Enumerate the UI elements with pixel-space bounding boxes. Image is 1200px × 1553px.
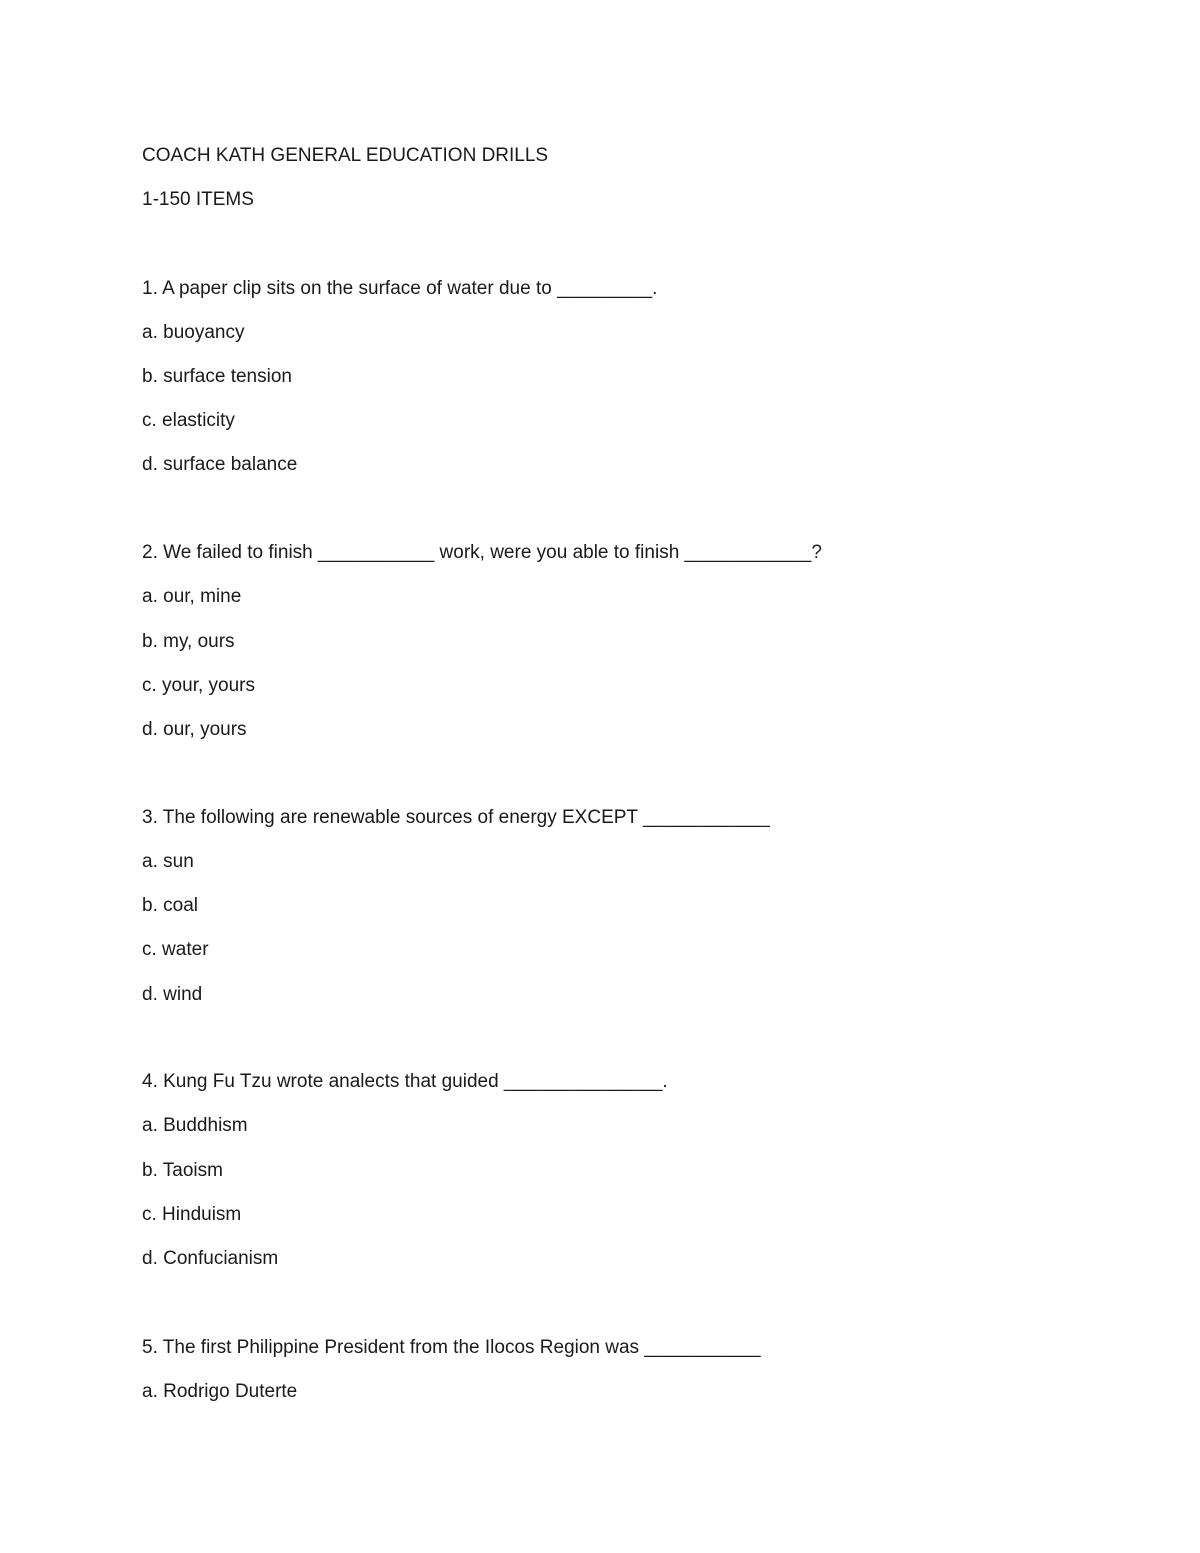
question-3-choice-a: a. sun bbox=[142, 851, 194, 872]
question-1-choice-c: c. elasticity bbox=[142, 410, 235, 431]
question-4-choice-b: b. Taoism bbox=[142, 1160, 223, 1181]
question-3-choice-b: b. coal bbox=[142, 895, 198, 916]
question-2-choice-d: d. our, yours bbox=[142, 719, 247, 740]
question-4-choice-a: a. Buddhism bbox=[142, 1115, 248, 1136]
document-subtitle: 1-150 ITEMS bbox=[142, 189, 254, 210]
question-1-choice-b: b. surface tension bbox=[142, 366, 292, 387]
question-3-choice-c: c. water bbox=[142, 939, 209, 960]
question-4-choice-c: c. Hinduism bbox=[142, 1204, 242, 1225]
document-title: COACH KATH GENERAL EDUCATION DRILLS bbox=[142, 145, 549, 166]
question-1-choice-d: d. surface balance bbox=[142, 454, 298, 475]
question-2-stem: 2. We failed to finish ___________ work, were you able to finish ____________? bbox=[142, 542, 822, 563]
question-5-stem: 5. The first Philippine President from the Ilocos Region was ___________ bbox=[142, 1337, 761, 1358]
question-4-stem: 4. Kung Fu Tzu wrote analects that guided _______________. bbox=[142, 1071, 668, 1092]
question-2-choice-c: c. your, yours bbox=[142, 675, 255, 696]
question-3-stem: 3. The following are renewable sources of energy EXCEPT ____________ bbox=[142, 807, 770, 828]
question-1-choice-a: a. buoyancy bbox=[142, 322, 245, 343]
question-4-choice-d: d. Confucianism bbox=[142, 1248, 279, 1269]
question-2-choice-b: b. my, ours bbox=[142, 631, 235, 652]
question-2-choice-a: a. our, mine bbox=[142, 586, 242, 607]
question-5-choice-a: a. Rodrigo Duterte bbox=[142, 1381, 298, 1402]
question-3-choice-d: d. wind bbox=[142, 984, 203, 1005]
question-1-stem: 1. A paper clip sits on the surface of water due to _________. bbox=[142, 278, 658, 299]
